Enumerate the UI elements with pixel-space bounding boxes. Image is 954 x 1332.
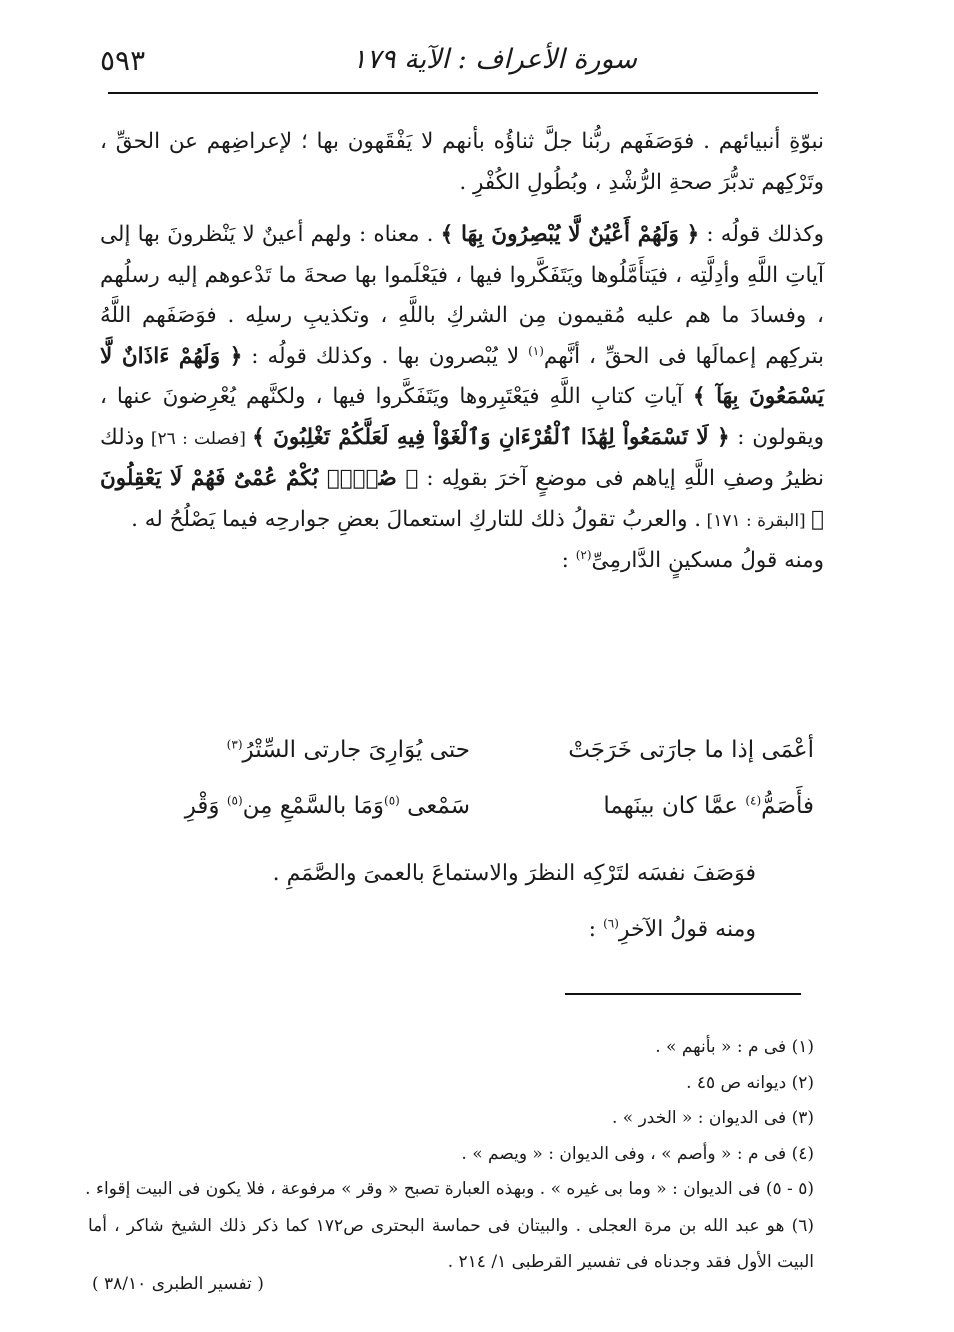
v2a-word: فأَصَمُّ: [761, 793, 814, 819]
verse-1-first-hemistich: [514, 737, 814, 763]
quran-quote-1: ﴿ وَلَهُمْ أَعْيُنٌ لَّا يُبْصِرُونَ بِهَا ﴾: [440, 222, 700, 247]
v2b-rest: وَمَا بالسَّمْعِ مِن: [242, 793, 385, 819]
v2a-rest: عمَّا كان بينَهما: [603, 793, 746, 819]
surah-reference-2: [البقرة : ١٧١]: [701, 510, 812, 531]
v2b-word: سَمْعى: [399, 793, 470, 819]
surah-reference-1: [فصلت : ٢٦]: [144, 428, 253, 449]
verse-2-first-hemistich: [514, 793, 814, 819]
p3-text: ومنه قولُ مسكينٍ الدَّارمِىِّ: [591, 548, 824, 573]
quran-quote-2: ﴿ وَلَهُمْ ءَاذَانٌ لَّا يَسْمَعُونَ بِهَآ ﴾: [100, 343, 824, 409]
footnote-6: (٦) هو عبد الله بن مرة العجلى . والبيتان فى حماسة البحترى ص١٧٢ كما ذكر ذلك الشيخ شاكر ، أما البيت الأول فقد وجدناه فى تفسير القرطبى ١/ ٢١٤ .: [88, 1215, 814, 1272]
footnote-3: (٣) فى الديوان : « الخدر » .: [611, 1108, 814, 1128]
quran-quote-3: ﴿ لَا تَسْمَعُواْ لِهَٰذَا ٱلْقُرْءَانِ وَٱلْغَوْاْ فِيهِ لَعَلَّكُمْ تَغْلِبُونَ ﴾: [252, 424, 730, 450]
post-poetry-line-2: [190, 902, 756, 958]
main-text: [100, 122, 824, 582]
paragraph-1: [100, 122, 824, 203]
p1-text: نبوّةِ أنبيائهم . فوَصَفَهم ربُّنا جلَّ ثناؤُه بأنهم لا يَفْقَهون بها ؛ لإعراضِهم عن الحقِّ ، وتَرْكِهم تدبُّرَ صحةِ الرُّشْدِ ، وبُطُولِ الكُفْرِ .: [100, 129, 824, 195]
verse-1: [140, 727, 814, 783]
p2-text-6: . والعربُ تقولُ ذلك للتاركِ استعمالَ بعضِ جوارحِه فيما يَصْلُحُ له .: [131, 506, 702, 532]
post-poetry-text: [190, 846, 756, 958]
verse-2-second-hemistich: [140, 793, 470, 819]
p3-colon: :: [561, 548, 576, 573]
verse-2: [140, 783, 814, 839]
v1b-text: حتى يُوَارِىَ جارتى السِّتْرُ: [242, 737, 470, 763]
page-number: ٥٩٣: [100, 44, 146, 77]
line2-text: ومنه قولُ الآخرِ: [618, 917, 756, 942]
v2b-end: وَقْرِ: [184, 793, 227, 819]
footnote-marker-6: (٦): [603, 916, 619, 931]
p2-text-1: وكذلك قولُه :: [699, 222, 824, 247]
footnote-4: (٤) فى م : « وأصم » ، وفى الديوان : « ويصم » .: [461, 1143, 814, 1164]
v1a-text: أعْمَى إذا ما جارَتى خَرَجَتْ: [568, 737, 814, 763]
footnote-marker-5-close: (٥): [226, 793, 243, 808]
verse-1-second-hemistich: [140, 737, 470, 763]
footnote-2: (٢) ديوانه ص ٤٥ .: [686, 1072, 814, 1093]
paragraph-3: [100, 541, 824, 582]
p2-text-4: آياتِ كتابِ اللَّهِ فيَعْتَبِروها ويَتَفَكَّروا فيها ، ولكنَّهم يُعْرِضونَ عنها ، ويقولون :: [100, 384, 824, 450]
post-poetry-line-1: فوَصَفَ نفسَه لتَرْكِه النظرَ والاستماعَ بالعمىَ والصَّمَمِ .: [272, 861, 756, 886]
book-signature: ( تفسير الطبرى ٣٨/١٠ ): [92, 1274, 264, 1294]
footnote-marker-3: (٣): [226, 737, 243, 752]
footnotes: [85, 1030, 814, 1280]
p2-text-5: وذلك نظيرُ وصفِ اللَّهِ إياهم فى موضعٍ آخرَ بقولِه :: [100, 424, 824, 491]
quran-quote-4: ﴿ صُمٌّۢ بُكْمٌ عُمْىٌ فَهُمْ لَا يَعْقِلُونَ ﴾: [100, 466, 824, 532]
p2-text-3: لا يُبْصرون بها . وكذلك قولُه :: [242, 343, 529, 369]
surah-title: سورة الأعراف : الآية ١٧٩: [352, 44, 637, 75]
footnote-marker-1: (١): [528, 343, 544, 358]
poetry-block: [140, 727, 814, 839]
footnote-1: (١) فى م : « بأنهم » .: [655, 1037, 814, 1057]
paragraph-2: [100, 215, 824, 541]
p2-text-2: . معناه : ولهم أعينٌ لا يَنْظرونَ بها إلى آياتِ اللَّهِ وأدِلَّتِه ، فيَتأَمَّلُوها ويَتَفَكَّروا فيها ، فيَعْلَموا بها صحةَ ما تَدْعوهم إليه رسلُهم ، وفسادَ ما هم عليه مُقيمون مِن الشركِ باللَّهِ ، وتكذيبِ رسلِه . فوَصَفَهم اللَّهُ بتركِهم إعمالَها فى الحقِّ ، أنَّهم: [100, 222, 825, 369]
footnote-marker-2: (٢): [575, 547, 592, 562]
footnote-5: (٥ - ٥) فى الديوان : « وما بى غيره » . وبهذه العبارة تصبح « وقر » مرفوعة ، فلا يكون فى البيت إقواء .: [85, 1179, 814, 1199]
line2-colon: :: [588, 917, 604, 942]
footnote-marker-4: (٤): [745, 793, 762, 808]
footnote-separator: [565, 993, 801, 995]
header-rule: [108, 92, 818, 94]
footnote-marker-5-open: (٥): [384, 793, 400, 808]
running-header: [100, 40, 819, 84]
